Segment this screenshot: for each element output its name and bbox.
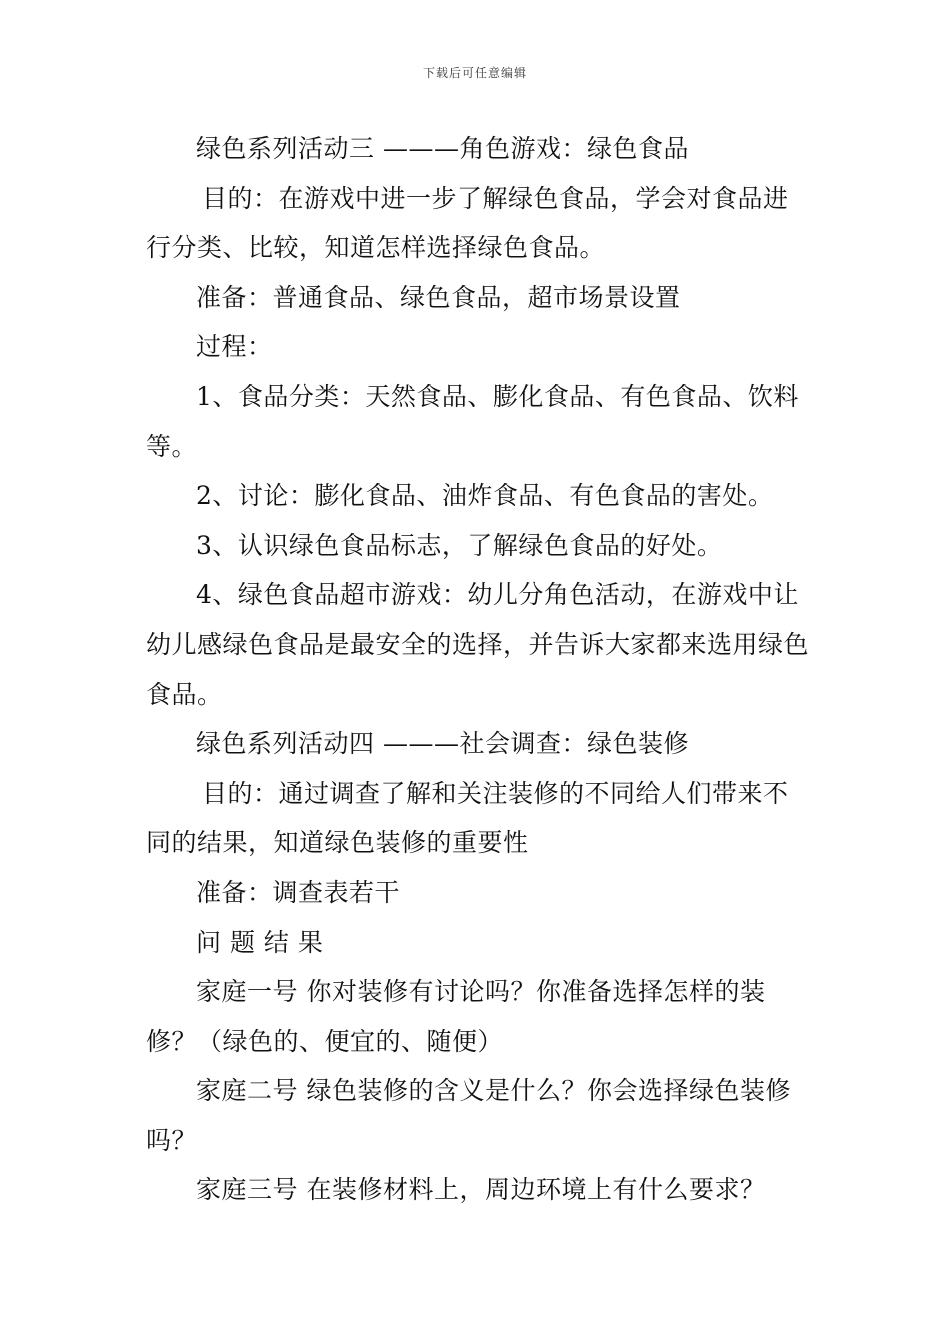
- survey-family-2: 家庭二号 绿色装修的含义是什么？你会选择绿色装修吗？: [146, 1076, 791, 1155]
- header-note: 下载后可任意编辑: [422, 66, 527, 80]
- process-step-4: 4、绿色食品超市游戏：幼儿分角色活动，在游戏中让幼儿感绿色食品是最安全的选择，并告诉大家都来选用绿色食品。: [146, 580, 810, 709]
- survey-header: 问 题 结 果: [196, 927, 324, 957]
- activity-three-preparation: 准备：普通食品、绿色食品，超市场景设置: [196, 282, 681, 312]
- activity-four-preparation: 准备：调查表若干: [196, 877, 401, 907]
- activity-four-purpose: 目的：通过调查了解和关注装修的不同给人们带来不同的结果，知道绿色装修的重要性: [146, 778, 789, 858]
- survey-family-1: 家庭一号 你对装修有讨论吗？你准备选择怎样的装修？（绿色的、便宜的、随便）: [146, 977, 766, 1056]
- document-body: [146, 124, 810, 1215]
- activity-three-purpose: 目的：在游戏中进一步了解绿色食品，学会对食品进行分类、比较，知道怎样选择绿色食品。: [146, 183, 789, 263]
- activity-four-title: 绿色系列活动四 ———社会调查：绿色装修: [196, 729, 689, 759]
- process-step-3: 3、认识绿色食品标志，了解绿色食品的好处。: [196, 530, 723, 560]
- process-step-1: 1、食品分类：天然食品、膨化食品、有色食品、饮料等。: [146, 381, 799, 461]
- survey-family-3: 家庭三号 在装修材料上，周边环境上有什么要求？: [196, 1175, 766, 1205]
- activity-three-title: 绿色系列活动三 ———角色游戏：绿色食品: [196, 134, 689, 163]
- activity-three-process-heading: 过程：: [196, 332, 273, 362]
- process-step-2: 2、讨论：膨化食品、油炸食品、有色食品的害处。: [196, 481, 774, 511]
